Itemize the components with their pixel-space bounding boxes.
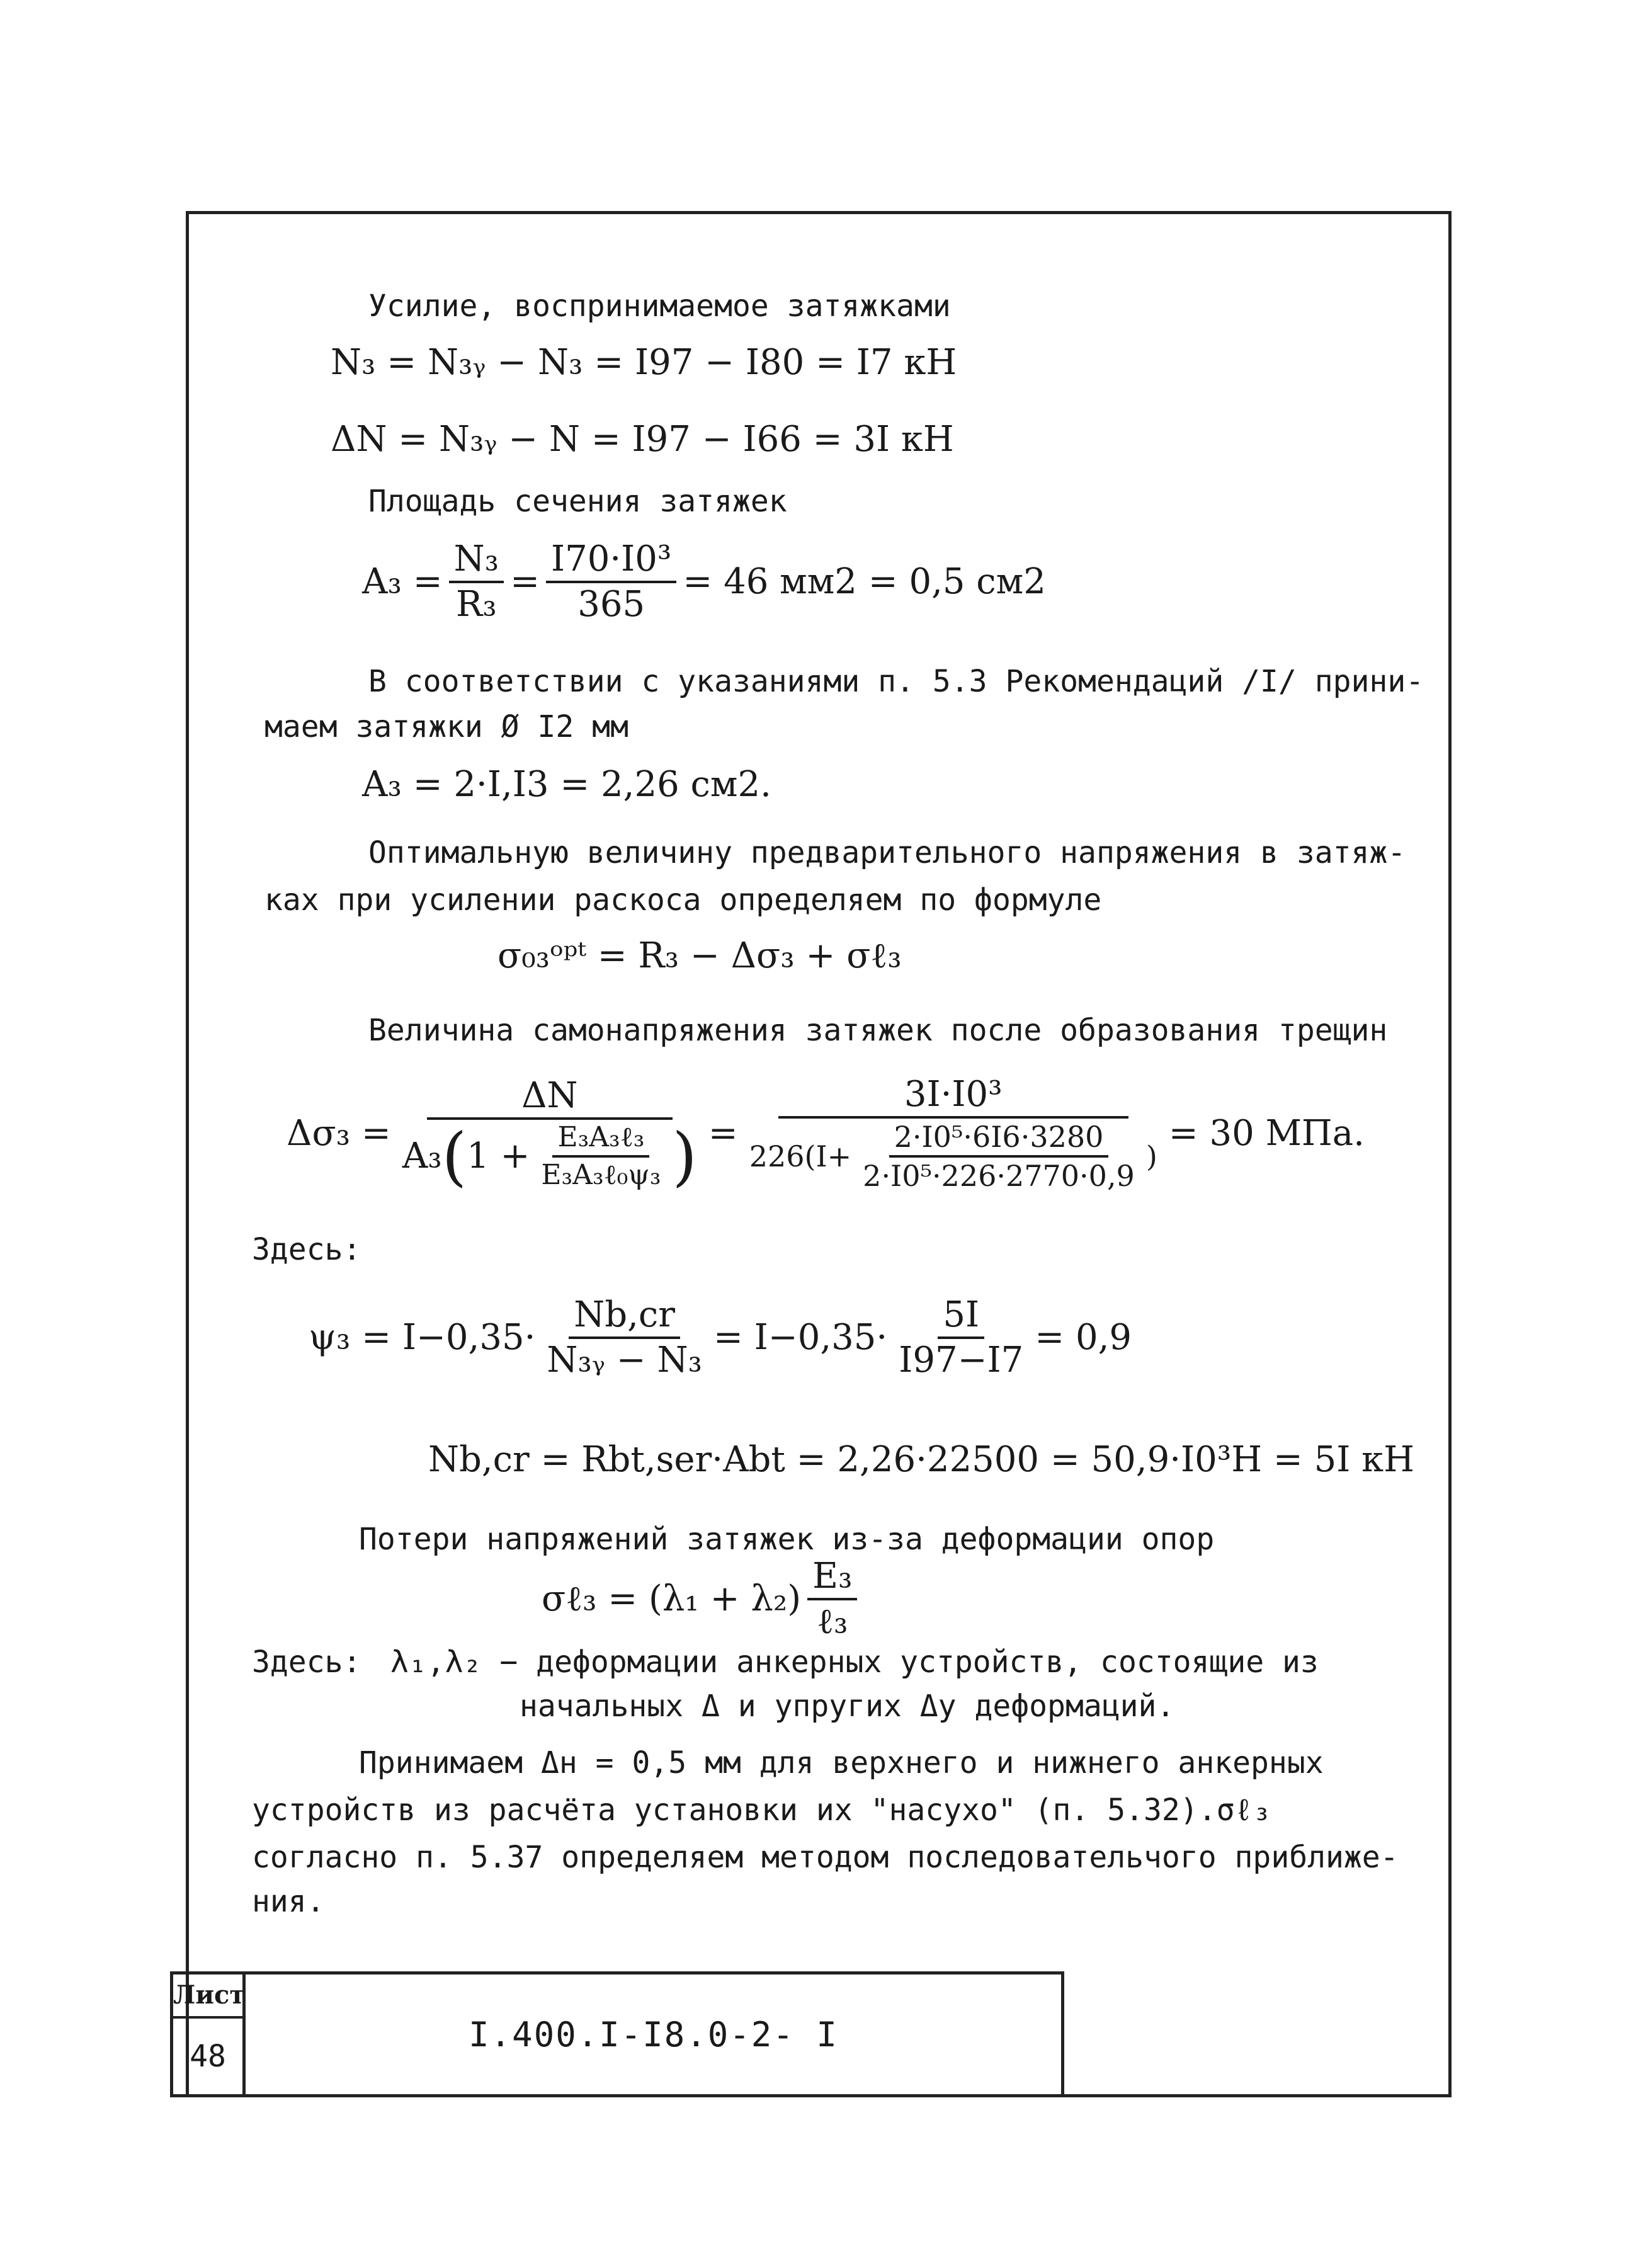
paragraph-accept-line4: ния. xyxy=(252,1884,325,1919)
psi-rhs: = 0,9 xyxy=(1035,1317,1132,1358)
paragraph-optimal-line2: ках при усилении раскоса определяем по формуле xyxy=(264,882,1102,918)
heading-selfstress: Величина самонапряжения затяжек после образования трещин xyxy=(368,1013,1388,1048)
heading-losses: Потери напряжений затяжек из-за деформации опор xyxy=(359,1522,1215,1557)
sheet-label: Лист xyxy=(173,1975,242,2019)
area-rhs: = 46 мм2 = 0,5 см2 xyxy=(683,561,1046,602)
equation-area-accepted: A₃ = 2·I,I3 = 2,26 см2. xyxy=(362,764,771,805)
area-fraction-1: $\frac{\text{N₃}}{\text{R₃}}$ xyxy=(449,542,504,622)
heading-force: Усилие, воспринимаемое затяжками xyxy=(368,288,951,324)
paragraph-recommend-line2: маем затяжки Ø I2 мм xyxy=(264,709,628,744)
sheet-number: 48 xyxy=(190,2039,226,2074)
paragraph-recommend-line1: В соответствии с указаниями п. 5.3 Рекомендаций /I/ прини- xyxy=(368,664,1424,699)
equation-tension-force: N₃ = N₃ᵧ − N₃ = I97 − I80 = I7 кН xyxy=(331,342,957,383)
lambda-text-line1: λ₁,λ₂ − деформации анкерных устройств, состоящие из xyxy=(390,1644,1319,1680)
equation-selfstress: Δσ₃ = ΔN A₃ ( 1 + $\frac{\text{E₃A₃ℓ₃}}{\text{E₃A₃ℓ₀ψ₃}}$ ) = 3I·I0³ 226(I+ $\frac{\text{2·I0⁵·6I6·3280}}{\text{2·I0⁵·226·2770·0,9}}$ ) = 30 МПа. xyxy=(287,1074,1365,1194)
equation-delta-force: ΔN = N₃ᵧ − N = I97 − I66 = 3I кН xyxy=(331,419,954,460)
paragraph-accept-line3: согласно п. 5.37 определяем методом последовательчого приближе- xyxy=(252,1840,1399,1875)
paragraph-optimal-line1: Оптимальную величину предварительного напряжения в затяж- xyxy=(368,835,1406,870)
equation-psi: ψ₃ = I−0,35· $\frac{Nb,cr}{\text{N₃ᵧ − N₃}}$ = I−0,35· $\frac{5I}{I97-I7}$ = 0,9 xyxy=(309,1294,1132,1381)
title-block xyxy=(170,1971,1064,2097)
equation-losses: σℓ₃ = (λ₁ + λ₂) $\frac{\text{E₃}}{\text{ℓ₃}}$ xyxy=(542,1559,863,1639)
psi-lhs: ψ₃ = I−0,35· xyxy=(309,1317,536,1358)
area-fraction-2: $\frac{\text{I70·I0³}}{365}$ xyxy=(546,542,676,622)
label-here-1: Здесь: xyxy=(252,1232,361,1267)
heading-area: Площадь сечения затяжек xyxy=(368,484,787,519)
document-code: I.400.I-I8.0-2- I xyxy=(469,2014,838,2054)
area-lhs: A₃ = xyxy=(362,561,443,602)
selfstress-lhs: Δσ₃ = xyxy=(287,1113,391,1154)
sheet-cell xyxy=(173,1975,246,2094)
equation-optimal-prestress: σ₀₃ᵒᵖᵗ = R₃ − Δσ₃ + σℓ₃ xyxy=(497,935,902,976)
lambda-text-line2: начальных Δ и упругих Δy деформаций. xyxy=(520,1689,1175,1724)
label-here-2: Здесь: xyxy=(252,1644,361,1680)
selfstress-fraction-2: 3I·I0³ 226(I+ $\frac{\text{2·I0⁵·6I6·3280}}{\text{2·I0⁵·226·2770·0,9}}$ ) xyxy=(749,1074,1157,1193)
equation-area: A₃ = $\frac{\text{N₃}}{\text{R₃}}$ = $\frac{\text{I70·I0³}}{365}$ = 46 мм2 = 0,5 см2 xyxy=(362,539,1046,625)
paragraph-accept-line1: Принимаем Δн = 0,5 мм для верхнего и нижнего анкерных xyxy=(359,1745,1324,1781)
selfstress-rhs: = 30 МПа. xyxy=(1168,1113,1365,1154)
paragraph-accept-line2: устройств из расчёта установки их "насухо" (п. 5.32).σℓ₃ xyxy=(252,1792,1271,1828)
equation-nbcr: Nb,cr = Rbt,ser·Abt = 2,26·22500 = 50,9·I0³Н = 5I кН xyxy=(428,1439,1414,1480)
selfstress-fraction-1: ΔN A₃ ( 1 + $\frac{\text{E₃A₃ℓ₃}}{\text{E₃A₃ℓ₀ψ₃}}$ ) xyxy=(402,1075,697,1194)
